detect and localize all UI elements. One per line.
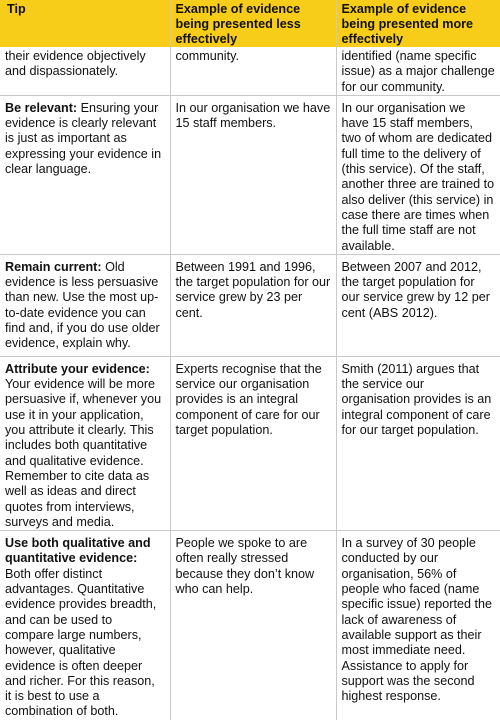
less-effective-cell: Between 1991 and 1996, the target population for our service grew by 23 per cent. [170, 254, 336, 356]
table-row [0, 95, 500, 254]
tip-text: Old evidence is less persuasive than new. Use the most up-to-date evidence you can find and, if you do use older evidence, explain why. [5, 259, 160, 351]
tip-cell [0, 254, 170, 356]
header-less-effective: Example of evidence being presented less effectively [170, 0, 336, 47]
tip-cell [0, 531, 170, 720]
more-effective-cell: In a survey of 30 people conducted by our organisation, 56% of people who faced (name specific issue) reported the lack of awareness of available support as their most immediate need. Assistance to apply for support was the second highest response. [336, 531, 500, 720]
tip-cell [0, 47, 170, 95]
more-effective-cell: Smith (2011) argues that the service our organisation provides is an integral component of care for our target population. [336, 356, 500, 530]
table-row [0, 356, 500, 530]
table-row [0, 47, 500, 95]
more-effective-cell: identified (name specific issue) as a major challenge for our community. [341, 49, 495, 94]
header-tip: Tip [0, 0, 170, 47]
header-more-effective: Example of evidence being presented more effectively [336, 0, 500, 47]
table-row [0, 254, 500, 356]
table-header-row [0, 0, 500, 47]
tip-cell [0, 95, 170, 254]
tip-text: their evidence objectively and dispassionately. [5, 49, 146, 79]
tip-title: Use both qualitative and quantitative evidence: [5, 536, 151, 566]
tip-cell [0, 356, 170, 530]
tip-text: Ensuring your evidence is clearly relevant is just as important as expressing your evidence in clear language. [5, 100, 162, 177]
tip-title: Be relevant: [5, 100, 78, 115]
less-effective-cell: In our organisation we have 15 staff members. [170, 95, 336, 254]
more-effective-cell: Between 2007 and 2012, the target population for our service grew by 12 per cent (ABS 2012). [336, 254, 500, 356]
tip-text: Your evidence will be more persuasive if, whenever you use it in your application, you attribute it clearly. This includes both quantitative and qualitative evidence. Remember to cite data as well as ideas and direct quotes from interviews, surveys and media. [5, 377, 162, 529]
tip-text: Both offer distinct advantages. Quantitative evidence provides breadth, and can be used to compare large numbers, however, qualitative evidence is often deeper and richer. For this reason, it is best to use a combination of both. [5, 566, 157, 719]
table-row [0, 531, 500, 720]
more-effective-cell: In our organisation we have 15 staff members, two of whom are dedicated full time to the delivery of (this service). Of the staff, another three are trained to also deliver (this service) in case there are times when the full time staff are not available. [336, 95, 500, 254]
tip-title: Attribute your evidence: [5, 361, 150, 376]
tip-title: Remain current: [5, 259, 102, 274]
less-effective-cell: Experts recognise that the service our organisation provides is an integral component of care for our target population. [170, 356, 336, 530]
less-effective-cell: People we spoke to are often really stressed because they don’t know who can help. [170, 531, 336, 720]
less-effective-cell: community. [170, 47, 336, 95]
